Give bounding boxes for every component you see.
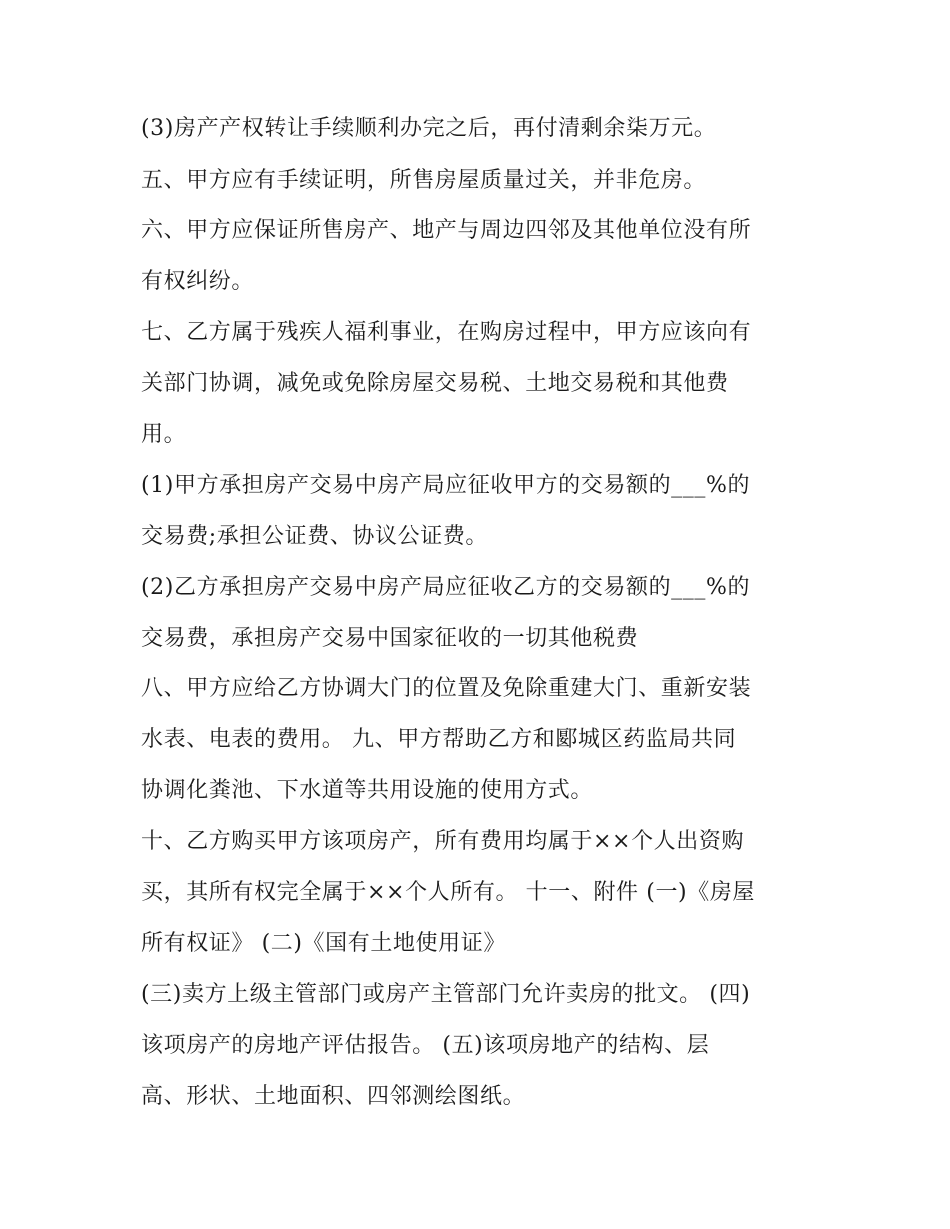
text-line: 关部门协调，减免或免除房屋交易税、土地交易税和其他费: [141, 371, 729, 396]
text-line: 高、形状、土地面积、四邻测绘图纸。: [141, 1084, 526, 1109]
text-line: (1)甲方承担房产交易中房产局应征收甲方的交易额的___%的: [141, 473, 751, 498]
text-line: 协调化粪池、下水道等共用设施的使用方式。: [141, 778, 594, 803]
text-line: 有权纠纷。: [141, 269, 255, 294]
text-line: 五、甲方应有手续证明，所售房屋质量过关，并非危房。: [141, 168, 707, 193]
text-line: (三)卖方上级主管部门或房产主管部门允许卖房的批文。 (四): [141, 982, 751, 1007]
text-line: 交易费，承担房产交易中国家征收的一切其他税费: [141, 626, 639, 651]
text-line: 买，其所有权完全属于××个人所有。 十一、附件 (一)《房屋: [141, 880, 756, 905]
text-line: 水表、电表的费用。 九、甲方帮助乙方和郾城区药监局共同: [141, 727, 737, 752]
text-line: 六、甲方应保证所售房产、地产与周边四邻及其他单位没有所: [141, 218, 752, 243]
text-line: (3)房产产权转让手续顺利办完之后，再付清剩余柒万元。: [141, 116, 717, 141]
text-line: 交易费;承担公证费、协议公证费。: [141, 524, 489, 549]
text-line: 该项房产的房地产评估报告。 (五)该项房地产的结构、层: [141, 1033, 710, 1058]
text-line: (2)乙方承担房产交易中房产局应征收乙方的交易额的___%的: [141, 575, 751, 600]
text-line: 用。: [141, 422, 187, 447]
text-line: 八、甲方应给乙方协调大门的位置及免除重建大门、重新安装: [141, 676, 752, 701]
text-line: 十、乙方购买甲方该项房产，所有费用均属于××个人出资购: [141, 829, 745, 854]
text-line: 所有权证》 (二)《国有土地使用证》: [141, 931, 506, 956]
text-line: 七、乙方属于残疾人福利事业，在购房过程中，甲方应该向有: [141, 320, 752, 345]
